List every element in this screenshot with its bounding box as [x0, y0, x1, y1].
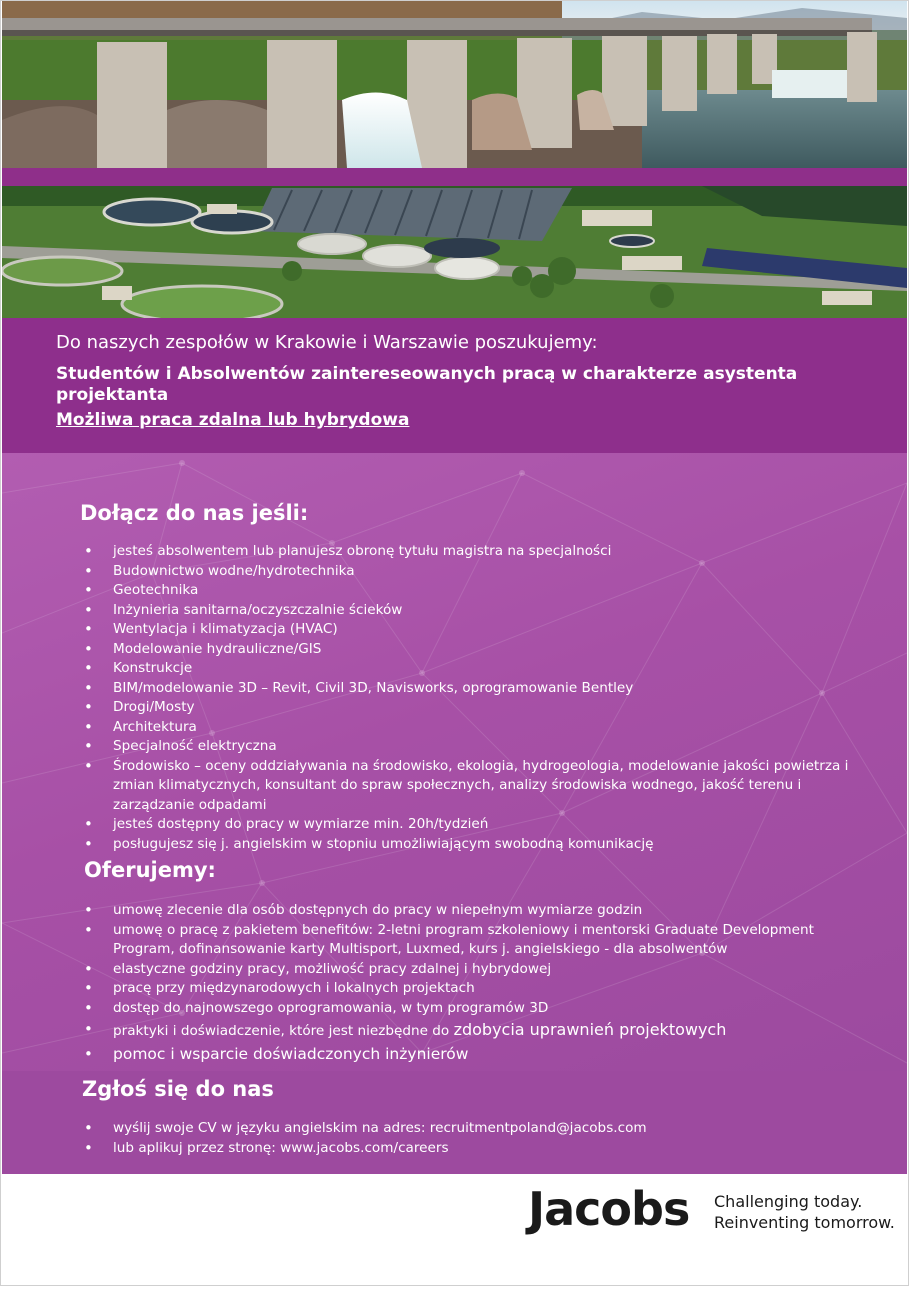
list-item: • lub aplikuj przez stronę: www.jacobs.com/careers [84, 1139, 864, 1159]
list-item: • Środowisko – oceny oddziaływania na środowisko, ekologia, hydrogeologia, modelowanie jakości powietrza i zmian klimatycznych, konsultant do spraw społecznych, analizy środowiska wodnego, jakość terenu i zarządzanie odpadami [84, 757, 864, 816]
intro-text: Do naszych zespołów w Krakowie i Warszawie poszukujemy: [56, 332, 598, 353]
list-item: • dostęp do najnowszego oprogramowania, w tym programów 3D [84, 999, 864, 1019]
list-item: • wyślij swoje CV w języku angielskim na adres: recruitmentpoland@jacobs.com [84, 1119, 864, 1139]
main-section [2, 453, 907, 1071]
headline: Studentów i Absolwentów zaintereseowanych pracą w charakterze asystenta projektanta [56, 364, 798, 405]
list-item: • pomoc i wsparcie doświadczonych inżynierów [84, 1043, 864, 1066]
list-item [84, 1018, 864, 1043]
list-item: • Konstrukcje [84, 659, 864, 679]
apply-list [84, 1119, 864, 1158]
purple-divider [2, 168, 907, 186]
offer-list [84, 901, 864, 1066]
list-item-text: praktyki i doświadczenie, które jest niezbędne do [113, 1023, 454, 1039]
header-band [2, 318, 907, 453]
list-item: • Modelowanie hydrauliczne/GIS [84, 640, 864, 660]
list-item: • Geotechnika [84, 581, 864, 601]
list-item: • Budownictwo wodne/hydrotechnika [84, 562, 864, 582]
list-item: • pracę przy międzynarodowych i lokalnych projektach [84, 979, 864, 999]
list-item: • jesteś dostępny do pracy w wymiarze min. 20h/tydzień [84, 815, 864, 835]
list-item: • jesteś absolwentem lub planujesz obronę tytułu magistra na specjalności [84, 542, 864, 562]
join-list [84, 542, 864, 854]
list-item: • umowę zlecenie dla osób dostępnych do pracy w niepełnym wymiarze godzin [84, 901, 864, 921]
list-item: • Specjalność elektryczna [84, 737, 864, 757]
tagline-line-1: Challenging today. [714, 1192, 863, 1211]
list-item-emphasis: zdobycia uprawnień projektowych [453, 1020, 727, 1039]
list-item: • umowę o pracę z pakietem benefitów: 2-letni program szkoleniowy i mentorski Graduate Development Program, dofinansowanie karty Multisport, Luxmed, kurs j. angielskiego - dla absolwentów [84, 921, 864, 960]
offer-title: Oferujemy: [84, 858, 216, 882]
footer [2, 1174, 907, 1284]
list-item: • Architektura [84, 718, 864, 738]
list-item: • BIM/modelowanie 3D – Revit, Civil 3D, Navisworks, oprogramowanie Bentley [84, 679, 864, 699]
join-title: Dołącz do nas jeśli: [80, 501, 309, 525]
apply-title: Zgłoś się do nas [82, 1077, 274, 1101]
jacobs-logo: Jacobs [528, 1182, 690, 1236]
list-item: • elastyczne godziny pracy, możliwość pracy zdalnej i hybrydowej [84, 960, 864, 980]
tagline-line-2: Reinventing tomorrow. [714, 1213, 895, 1232]
list-item: • Wentylacja i klimatyzacja (HVAC) [84, 620, 864, 640]
list-item: • posługujesz się j. angielskim w stopniu umożliwiającym swobodną komunikację [84, 835, 864, 855]
dam-photo [2, 0, 907, 168]
apply-section [2, 1071, 907, 1174]
list-item: • Inżynieria sanitarna/oczyszczalnie ścieków [84, 601, 864, 621]
remote-work-note: Możliwa praca zdalna lub hybrydowa [56, 410, 410, 430]
treatment-plant-photo [2, 186, 907, 318]
list-item: • Drogi/Mosty [84, 698, 864, 718]
